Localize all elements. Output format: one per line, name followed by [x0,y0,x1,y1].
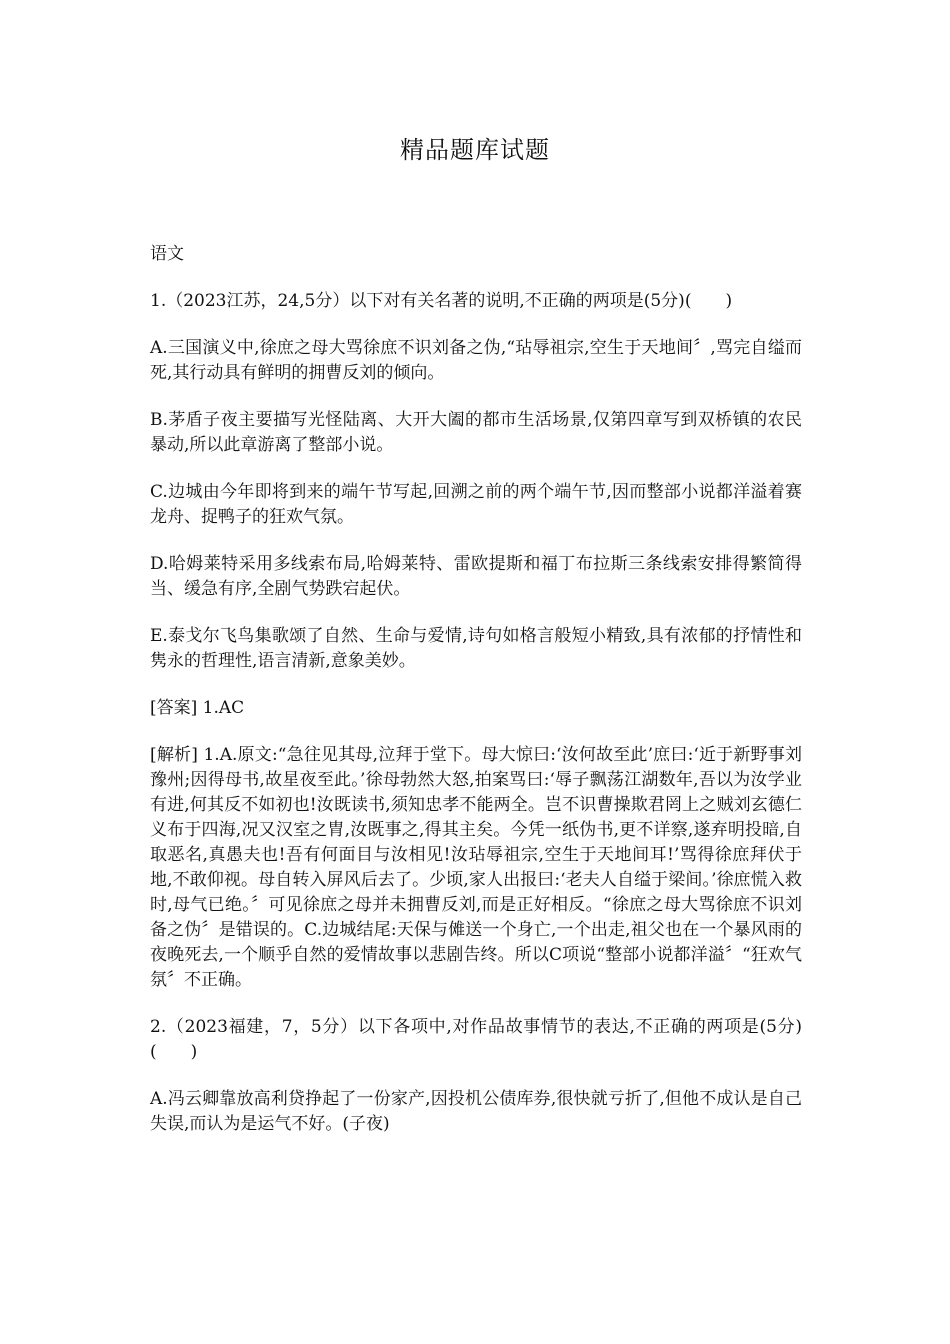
question-1-option-d: D.哈姆莱特采用多线索布局,哈姆莱特、雷欧提斯和福丁布拉斯三条线索安排得繁简得当、缓急有序,全剧气势跌宕起伏。 [150,554,802,599]
question-1-option-e: E.泰戈尔飞鸟集歌颂了自然、生命与爱情,诗句如格言般短小精致,具有浓郁的抒情性和隽永的哲理性,语言清新,意象美妙。 [150,626,802,671]
page-title: 精品题库试题 [400,136,550,164]
question-1-explanation: [解析] 1.A.原文:“急往见其母,泣拜于堂下。母大惊曰:‘汝何故至此’庶曰:‘近于新野事刘豫州;因得母书,故星夜至此。’徐母勃然大怒,拍案骂曰:‘辱子飘荡江湖数年,吾以为汝学业有进,何其反不如初也!汝既读书,须知忠孝不能两全。岂不识曹操欺君罔上之贼刘玄德仁义布于四海,况又汉室之胄,汝既事之,得其主矣。今凭一纸伪书,更不详察,遂弃明投暗,自取恶名,真愚夫也!吾有何面目与汝相见!汝玷辱祖宗,空生于天地间耳!’骂得徐庶拜伏于地,不敢仰视。母自转入屏风后去了。少顷,家人出报曰:‘老夫人自缢于梁间。’徐庶慌入救时,母气已绝。〞可见徐庶之母并未拥曹反刘,而是正好相反。“徐庶之母大骂徐庶不识刘备之伪〞是错误的。C.边城结尾:天保与傩送一个身亡,一个出走,祖父也在一个暴风雨的夜晚死去,一个顺乎自然的爱情故事以悲剧告终。所以C项说“整部小说都洋溢〞“狂欢气氛〞不正确。 [150,745,802,990]
document-body [150,242,802,1137]
question-1-option-a: A.三国演义中,徐庶之母大骂徐庶不识刘备之伪,“玷辱祖宗,空生于天地间〞,骂完自缢而死,其行动具有鲜明的拥曹反刘的倾向。 [150,338,802,383]
subject-label: 语文 [150,244,184,264]
question-2-option-a: A.冯云卿靠放高利贷挣起了一份家产,因投机公债库券,很快就亏折了,但他不成认是自己失误,而认为是运气不好。(子夜) [150,1089,802,1134]
question-1-option-c: C.边城由今年即将到来的端午节写起,回溯之前的两个端午节,因而整部小说都洋溢着赛龙舟、捉鸭子的狂欢气氛。 [150,482,802,527]
question-1-option-b: B.茅盾子夜主要描写光怪陆离、大开大阖的都市生活场景,仅第四章写到双桥镇的农民暴动,所以此章游离了整部小说。 [150,410,802,455]
question-1-stem: 1.（2023江苏，24,5分）以下对有关名著的说明,不正确的两项是(5分)( ) [150,291,733,311]
question-1-answer: [答案] 1.AC [150,698,245,718]
question-2-stem: 2.（2023福建，7，5分）以下各项中,对作品故事情节的表达,不正确的两项是(5分)( ) [150,1017,802,1062]
